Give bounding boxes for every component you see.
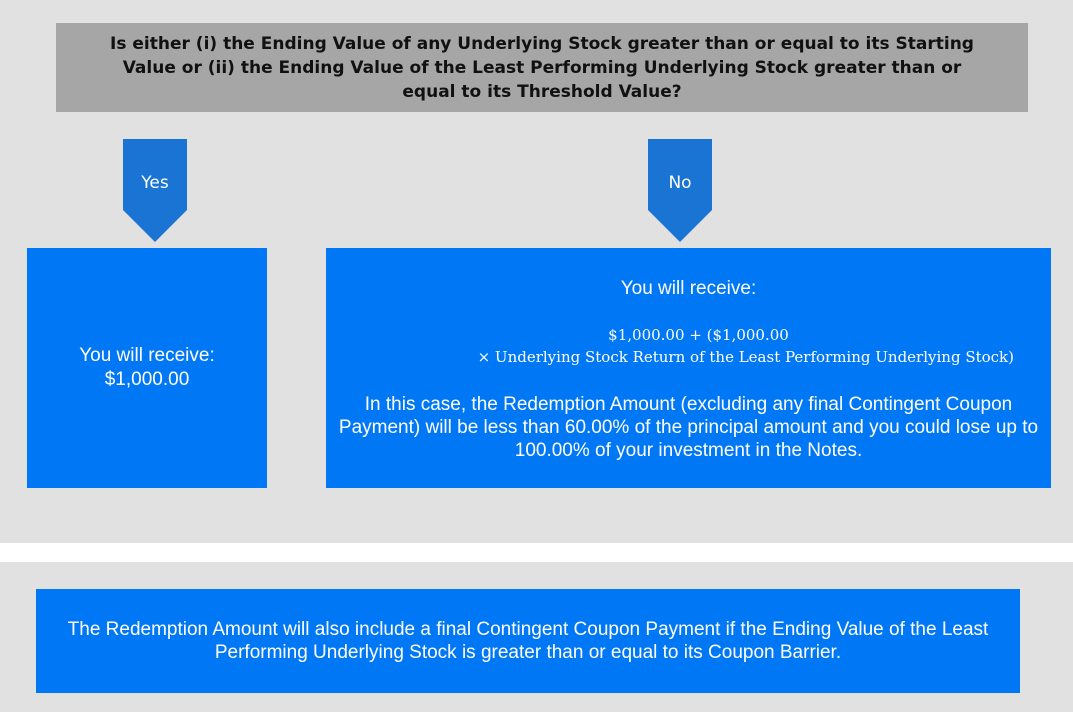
yes-receive-label: You will receive: bbox=[79, 345, 215, 366]
no-outcome-box bbox=[326, 248, 1051, 488]
formula-line-1: $1,000.00 + ($1,000.00 bbox=[608, 326, 789, 344]
question-text: Is either (i) the Ending Value of any Underlying Stock greater than or equal to its Starting Value or (ii) the Ending Value of the Least Performing Underlying Stock greater than or equal to its Threshold Value? bbox=[110, 34, 974, 102]
no-label: No bbox=[668, 173, 692, 193]
yes-amount: $1,000.00 bbox=[104, 369, 190, 390]
loss-note: In this case, the Redemption Amount (excluding any final Contingent Coupon Payment) will be less than 60.00% of the principal amount and you could lose up to 100.00% of your investment in the Notes. bbox=[338, 394, 1039, 461]
formula-line-2: × Underlying Stock Return of the Least Performing Underlying Stock) bbox=[477, 348, 1014, 366]
question-box bbox=[56, 23, 1028, 112]
footer-note: The Redemption Amount will also include a final Contingent Coupon Payment if the Ending Value of the Least Performing Underlying Stock is greater than or equal to its Coupon Barrier. bbox=[67, 619, 989, 663]
redemption-formula bbox=[326, 324, 1051, 368]
no-receive-label: You will receive: bbox=[620, 278, 757, 299]
yes-label: Yes bbox=[141, 173, 169, 193]
yes-arrow bbox=[123, 139, 187, 242]
no-arrow bbox=[648, 139, 712, 242]
footer-note-box bbox=[36, 589, 1020, 693]
yes-outcome-box bbox=[27, 248, 267, 488]
